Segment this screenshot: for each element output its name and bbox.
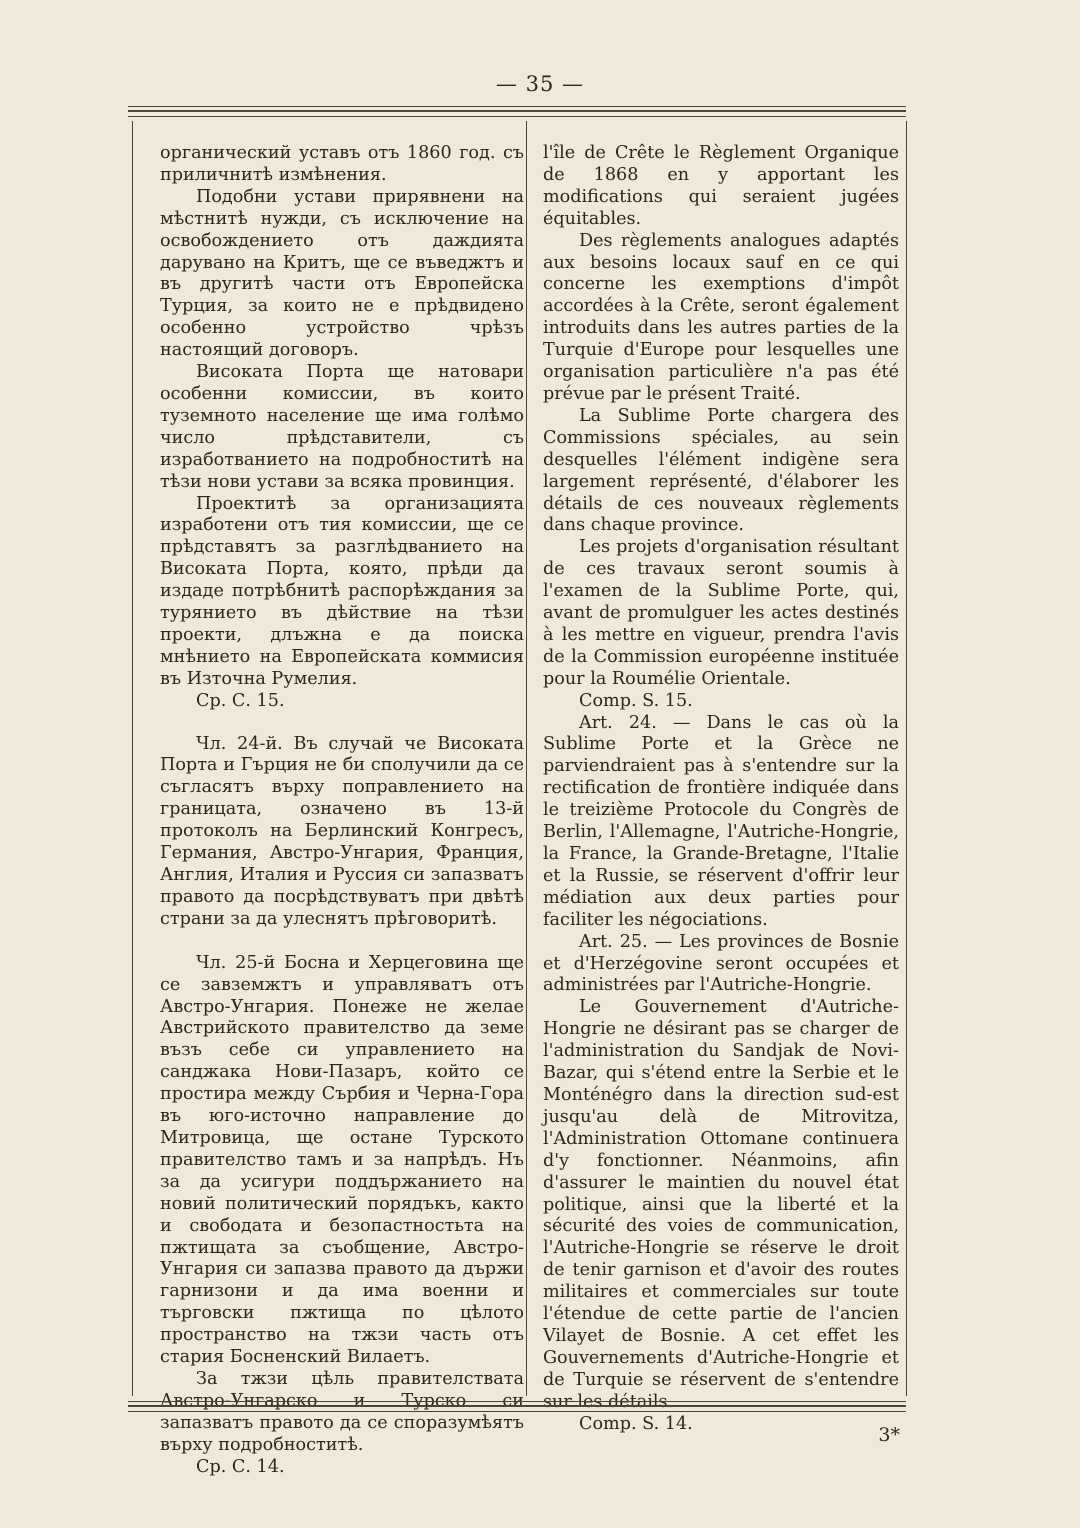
bulgarian-column <box>160 143 524 1478</box>
fr-article-24: Art. 24. — Dans le cas où la Sublime Porte et la Grèce ne parviendraient pas à s'entendre sur la rectification de frontière indiquée dans le treizième Protocole du Congrès de Berlin, l'Allemagne, l'Autriche-Hongrie, la France, la Grande-Bretagne, l'Italie et la Russie, se réservent d'offrir leur médiation aux deux parties pour faciliter les négociations. <box>543 712 899 930</box>
bg-paragraph-1: органический уставъ отъ 1860 год. съ приличнитѣ измѣнения. <box>160 143 524 185</box>
page-number: — 35 — <box>495 72 585 96</box>
fr-paragraph-2: Des règlements analogues adaptés aux besoins locaux sauf en ce qui concerne les exemptions d'impôt accordées à la Crête, seront également introduits dans les autres parties de la Turquie d'Europe pour lesquelles une organisation particulière n'a pas été prévue par le présent Traité. <box>543 230 899 404</box>
fr-article-25: Art. 25. — Les provinces de Bosnie et d'Herzégovine seront occupées et administrées par l'Autriche-Hongrie. <box>543 931 899 996</box>
left-border <box>132 121 133 1396</box>
fr-paragraph-3: La Sublime Porte chargera des Commissions spéciales, au sein desquelles l'élément indigène sera largement représenté, d'élaborer les détails de ces nouveaux règlements dans chaque province. <box>543 405 899 536</box>
fr-paragraph-4: Les projets d'organisation résultant de ces travaux seront soumis à l'examen de la Sublime Porte, qui, avant de promulguer les actes destinés à les mettre en vigueur, prendra l'avis de la Commission européenne instituée pour la Roumélie Orientale. <box>543 537 899 689</box>
fr-reference-2: Comp. S. 14. <box>579 1413 693 1434</box>
french-column <box>543 143 899 1435</box>
top-rule <box>128 106 906 107</box>
bg-article-25: Чл. 25-й Босна и Херцеговина ще се завземжтъ и управляватъ отъ Австро-Унгария. Понеже не желае Австрийското правителство да земе възъ себе си управлението на санджака Нови-Пазаръ, който се простира между Сърбия и Черна-Гора въ юго-источно направление до Митровица, ще остане Турското правителство тамъ и за напрѣдъ. Нъ за да усигури поддържанието на новий политический порядъкъ, както и свободата и безопастностьта на пжтищата за съобщение, Австро-Унгария си запазва правото да държи гарнизони и да има военни и търговски пжтища по цѣлото пространство на тжзи часть отъ стария Босненский Вилаетъ. <box>160 952 524 1368</box>
bg-reference-1: Ср. С. 15. <box>196 690 285 711</box>
column-divider <box>526 121 527 1396</box>
bg-paragraph-4: Проектитѣ за организацията изработени отъ тия комиссии, ще се прѣдставятъ за разглѣдванието на Високата Порта, която, прѣди да издаде потрѣбнитѣ распорѣждания за турянието въ дѣйствие на тѣзи проекти, длъжна е да поиска мнѣнието на Европейската коммисия въ Източна Румелия. <box>160 493 524 689</box>
bottom-rule-inner <box>128 1401 906 1402</box>
bg-article-24: Чл. 24-й. Въ случай че Високата Порта и Гърция не би сполучили да се съгласятъ върху поправлението на границата, означено въ 13-й протоколъ на Берлинский Конгресъ, Германия, Австро-Унгария, Франция, Англия, Италия и Руссия си запазватъ правото да посрѣдствуватъ при двѣтѣ страни за да улеснятъ прѣговоритѣ. <box>160 733 524 929</box>
right-border <box>906 121 907 1396</box>
bg-paragraph-7: За тжзи цѣль правителствата Австро-Унгарско и Турско си запазватъ правото да се споразумѣятъ върху подробноститѣ. <box>160 1368 524 1455</box>
bg-paragraph-3: Високата Порта ще натовари особенни комиссии, въ които туземното население ще има голѣмо число прѣдставители, съ изработванието на подробноститѣ на тѣзи нови устави за всяка провинция. <box>160 362 524 492</box>
fr-reference-1: Comp. S. 15. <box>579 690 693 711</box>
signature-mark: 3* <box>878 1424 900 1446</box>
fr-paragraph-7: Le Gouvernement d'Autriche-Hongrie ne désirant pas se charger de l'administration du Sandjak de Novi-Bazar, qui s'étend entre la Serbie et le Monténégro dans la direction sud-est jusqu'au delà de Mitrovitza, l'Administration Ottomane continuera d'y fonctionner. Néanmoins, afin d'assurer le maintien du nouvel état politique, ainsi que la liberté et la sécurité des voies de communication, l'Autriche-Hongrie se réserve le droit de tenir garnison et d'avoir des routes militaires et commerciales sur toute l'étendue de cette partie de l'ancien Vilayet de Bosnie. A cet effet les Gouvernements d'Autriche-Hongrie et de Turquie se réservent de s'entendre sur les détails. <box>543 997 899 1412</box>
top-rule-inner <box>128 116 906 117</box>
bg-paragraph-2: Подобни устави прирявнени на мѣстнитѣ нужди, съ исключение на освобождението отъ даждията дарувано на Критъ, ще се въведжтъ и въ другитѣ части отъ Европейска Турция, за които не е прѣдвидено особенно устройство чрѣзъ настоящий договоръ. <box>160 186 524 361</box>
bg-reference-2: Ср. С. 14. <box>196 1456 285 1477</box>
bottom-rule <box>128 1411 906 1412</box>
top-rule-thick <box>128 110 906 112</box>
bottom-rule-thick <box>128 1405 906 1407</box>
fr-paragraph-1: l'île de Crête le Règlement Organique de 1868 en y apportant les modifications qui seraient jugées équitables. <box>543 143 899 229</box>
